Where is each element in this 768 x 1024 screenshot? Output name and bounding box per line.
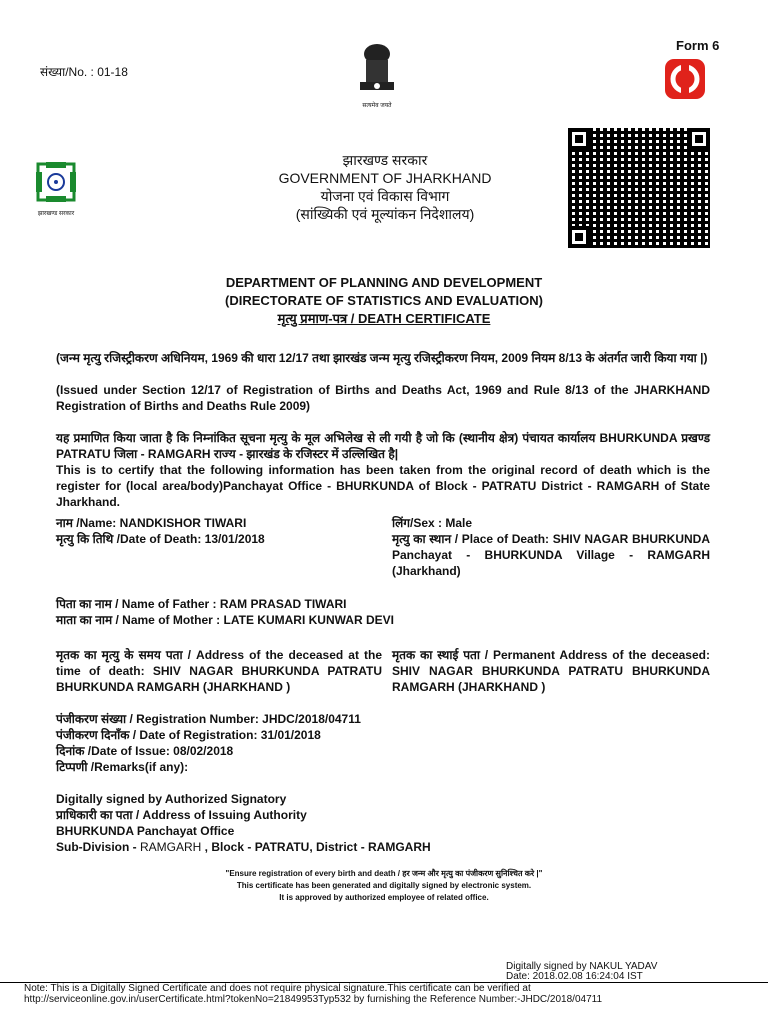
authority-address-label: प्राधिकारी का पता / Address of Issuing Authority: [56, 808, 307, 822]
approved-text: It is approved by authorized employee of related office.: [279, 893, 489, 902]
subdivision-name: RAMGARH: [140, 840, 202, 854]
authority-office: BHURKUNDA Panchayat Office: [56, 824, 235, 838]
authority-subdivision: [56, 839, 710, 855]
directorate-title: (DIRECTORATE OF STATISTICS AND EVALUATION): [224, 293, 543, 308]
jharkhand-logo-icon: [34, 160, 78, 216]
mother-name: माता का नाम / Name of Mother : LATE KUMARI KUNWAR DEVI: [56, 613, 394, 627]
hindi-act-text: (जन्म मृत्यु रजिस्ट्रीकरण अधिनियम, 1969 की धारा 12/17 तथा झारखंड जन्म मृत्यु रजिस्ट्रीकरण नियम, 2009 नियम 8/13 के अंतर्गत जारी किया गया |): [56, 351, 708, 365]
sex: लिंग/Sex : Male: [392, 516, 473, 530]
deceased-name: नाम /Name: NANDKISHOR TIWARI: [56, 516, 247, 530]
place-of-death: मृत्यु का स्थान / Place of Death: SHIV NAGAR BHURKUNDA Panchayat - BHURKUNDA Village - RAMGARH (Jharkhand): [392, 532, 710, 578]
logo-caption: झारखण्ड सरकार: [37, 211, 75, 217]
department-title: DEPARTMENT OF PLANNING AND DEVELOPMENT: [225, 275, 543, 290]
form-label: Form 6: [676, 38, 720, 53]
verification-link[interactable]: http://serviceonline.gov.in/userCertificate.html?tokenNo=21849953Typ532 by furnishing the Reference Number:-JHDC/2018/04711: [24, 994, 603, 1005]
signed-by: Digitally signed by NAKUL YADAV: [506, 961, 658, 972]
gov-hindi-title: झारखण्ड सरकार: [342, 152, 428, 168]
english-certify-text: This is to certify that the following information has been taken from the original record of death which is the register for (local area/body)Panchayat Office - BHURKUNDA of Block - PATRATU District - RAMGARH of State Jharkhand.: [56, 463, 710, 509]
certificate-title: मृत्यु प्रमाण-पत्र / DEATH CERTIFICATE: [277, 311, 491, 326]
registration-date: पंजीकरण दिनाँक / Date of Registration: 31/01/2018: [56, 728, 321, 742]
qr-code: [568, 128, 710, 248]
national-emblem-icon: [352, 40, 402, 110]
verification-note: Note: This is a Digitally Signed Certificate and does not require physical signature.This certificate can be verified at: [24, 983, 531, 994]
signed-date: Date: 2018.02.08 16:24:04 IST: [506, 971, 643, 982]
ensure-registration-text: "Ensure registration of every birth and death / हर जन्म और मृत्यु का पंजीकरण सुनिश्चित करे |": [225, 869, 543, 878]
hindi-certify-text: यह प्रमाणित किया जाता है कि निम्नांकित सूचना मृत्यु के मूल अभिलेख से ली गयी है जो कि (स्थानीय क्षेत्र) पंचायत कार्यालय BHURKUNDA प्रखण्ड PATRATU जिला - RAMGARH राज्य - झारखंड के रजिस्टर में उल्लिखित है|: [56, 431, 710, 461]
address-at-death: मृतक का मृत्यु के समय पता / Address of the deceased at the time of death: SHIV NAGAR BHURKUNDA PATRATU BHURKUNDA RAMGARH (JHARKHAND ): [56, 648, 382, 694]
gov-hindi-dept: योजना एवं विकास विभाग: [320, 188, 450, 204]
subdivision-prefix: Sub-Division -: [56, 840, 140, 854]
gov-title: GOVERNMENT OF JHARKHAND: [278, 170, 492, 186]
form-badge-icon: [664, 58, 706, 100]
gov-hindi-directorate: (सांख्यिकी एवं मूल्यांकन निदेशालय): [295, 206, 475, 222]
remarks: टिप्पणी /Remarks(if any):: [56, 760, 189, 774]
registration-number: पंजीकरण संख्या / Registration Number: JHDC/2018/04711: [56, 712, 361, 726]
certificate-number: संख्या/No. : 01-18: [40, 65, 128, 79]
authority-signed: Digitally signed by Authorized Signatory: [56, 792, 287, 806]
generated-text: This certificate has been generated and digitally signed by electronic system.: [236, 881, 532, 890]
emblem-caption: सत्यमेव जयते: [362, 103, 392, 109]
issue-date: दिनांक /Date of Issue: 08/02/2018: [56, 744, 234, 758]
subdivision-suffix: , Block - PATRATU, District - RAMGARH: [201, 840, 431, 854]
father-name: पिता का नाम / Name of Father : RAM PRASAD TIWARI: [56, 597, 347, 611]
date-of-death: मृत्यु कि तिथि /Date of Death: 13/01/2018: [56, 532, 265, 546]
english-act-text: (Issued under Section 12/17 of Registration of Births and Deaths Act, 1969 and Rule 8/13 of the JHARKHAND Registration of Births and Deaths Rule 2009): [56, 383, 710, 413]
permanent-address: मृतक का स्थाई पता / Permanent Address of the deceased: SHIV NAGAR BHURKUNDA PATRATU BHURKUNDA RAMGARH (JHARKHAND ): [392, 648, 710, 694]
